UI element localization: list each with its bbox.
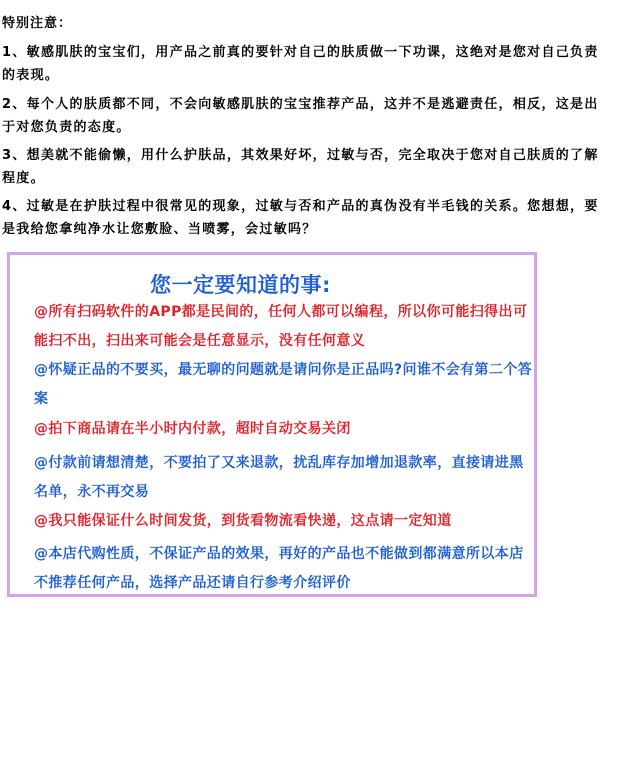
notice-item-3 bbox=[2, 144, 608, 190]
rule-scan-apps: @所有扫码软件的APP都是民间的，任何人都可以编程，所以你可能扫得出可能扫不出，扫出来可能会是任意显示，没有任何意义 bbox=[34, 304, 528, 349]
notice-text: 敏感肌肤的宝宝们，用产品之前真的要针对自己的肤质做一下功课，这绝对是您对自己负责的表现。 bbox=[2, 45, 599, 83]
notice-number: 2、 bbox=[2, 97, 27, 112]
notice-item-1 bbox=[2, 41, 608, 87]
notice-number: 1、 bbox=[2, 45, 27, 60]
notice-text: 过敏是在护肤过程中很常见的现象，过敏与否和产品的真伪没有半毛钱的关系。您想想，要是我给您拿纯净水让您敷脸、当喷雾，会过敏吗？ bbox=[2, 199, 599, 237]
rule-authenticity: @怀疑正品的不要买，最无聊的问题就是请问你是正品吗?问谁不会有第二个答案 bbox=[34, 362, 533, 407]
notice-item-2 bbox=[2, 93, 608, 139]
notice-number: 4、 bbox=[2, 199, 27, 214]
rule-payment-timeout: @拍下商品请在半小时内付款，超时自动交易关闭 bbox=[34, 421, 351, 437]
notice-item-4 bbox=[2, 195, 608, 241]
rule-refund-blacklist: @付款前请想清楚，不要拍了又来退款，扰乱库存加增加退款率，直接请进黑名单，永不再交易 bbox=[34, 455, 524, 500]
notice-text: 想美就不能偷懒，用什么护肤品，其效果好坏，过敏与否，完全取决于您对自己肤质的了解程度。 bbox=[2, 148, 599, 186]
rule-shipping-time: @我只能保证什么时间发货，到货看物流看快递，这点请一定知道 bbox=[34, 513, 452, 529]
box-title: 您一定要知道的事: bbox=[150, 273, 331, 297]
must-know-box bbox=[7, 252, 537, 597]
notice-number: 3、 bbox=[2, 148, 27, 163]
notice-heading: 特别注意： bbox=[2, 16, 73, 31]
notice-text: 每个人的肤质都不同，不会向敏感肌肤的宝宝推荐产品，这并不是逃避责任，相反，这是出于对您负责的态度。 bbox=[2, 97, 599, 135]
rule-no-guarantee: @本店代购性质，不保证产品的效果，再好的产品也不能做到都满意所以本店不推荐任何产品，选择产品还请自行参考介绍评价 bbox=[34, 546, 524, 591]
